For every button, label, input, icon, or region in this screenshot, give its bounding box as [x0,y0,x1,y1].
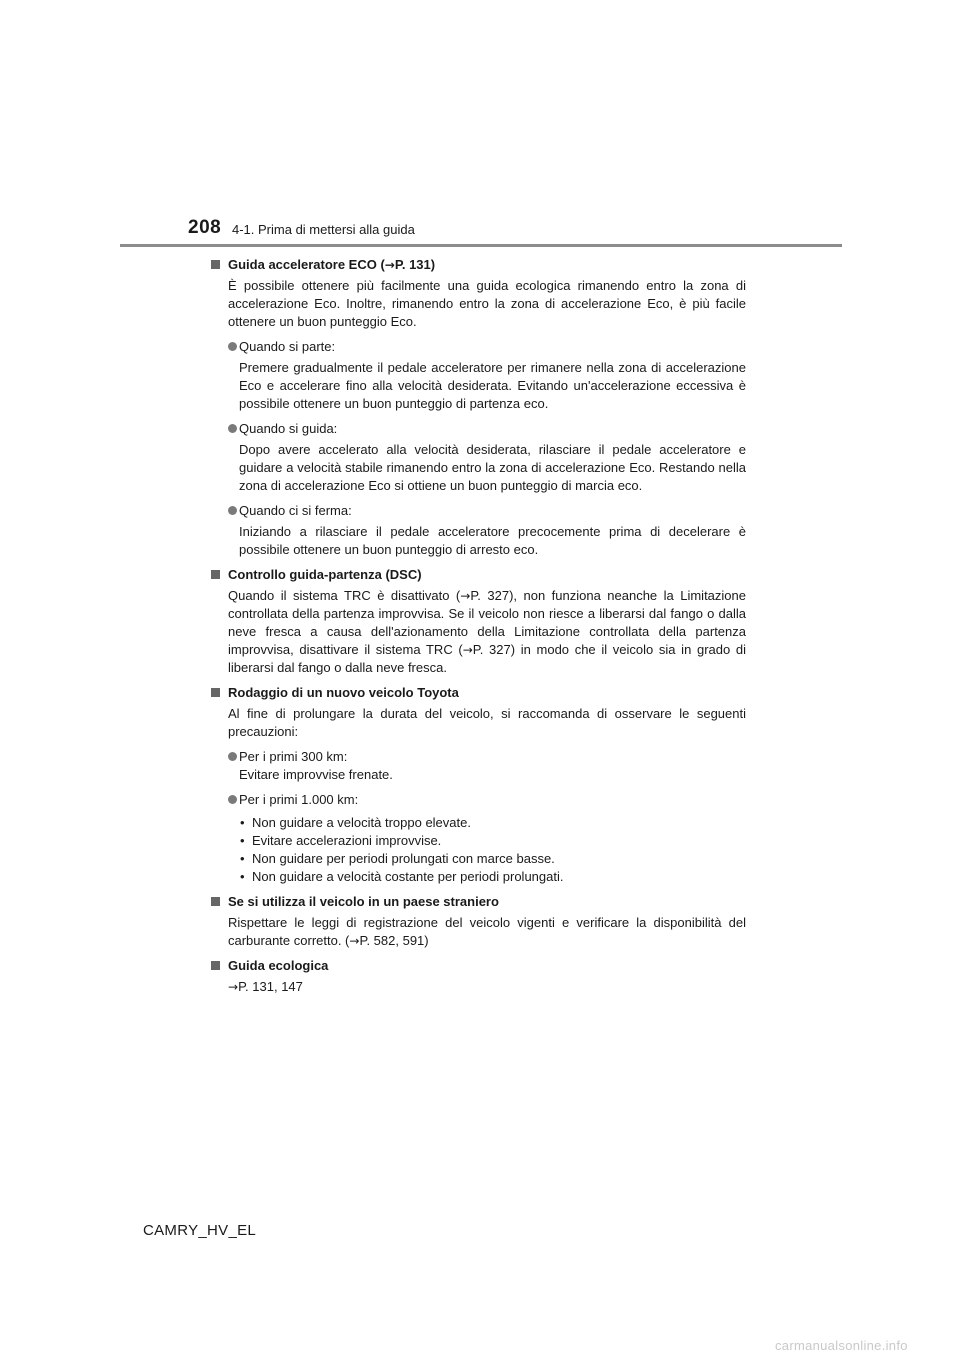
section-text: Quando il sistema TRC è disattivato (→P. 327), non funziona neanche la Limitazione controllata della partenza improvvisa. Se il veicolo non riesce a liberarsi dal fango o dalla neve fresca a causa dell'azionamento della Limitazione controllata della partenza improvvisa, disattivare il sistema TRC (→P. 327) in modo che il veicolo sia in grado di liberarsi dal fango o dalla neve fresca. [228,588,747,675]
section-controllo-guida-partenza [211,566,746,677]
section-text: Rispettare le leggi di registrazione del veicolo vigenti e verificare la disponibilità del carburante corretto. (→P. 582, 591) [228,915,746,948]
section-heading: Guida acceleratore ECO (→P. 131) [211,256,746,274]
arrow-right-icon: → [384,258,395,272]
subsection-title: Quando ci si ferma: [239,503,352,518]
watermark: carmanualsonline.info [775,1338,908,1353]
subsection-primi-1000-km [211,791,746,886]
circle-bullet-icon [228,752,237,761]
square-bullet-icon [211,688,220,697]
model-code: CAMRY_HV_EL [143,1222,257,1239]
list-item: • Non guidare per periodi prolungati con marce basse. [239,850,746,868]
circle-bullet-icon [228,342,237,351]
subsection-title: Quando si guida: [239,421,338,436]
circle-bullet-icon [228,795,237,804]
arrow-right-icon: → [462,643,473,657]
arrow-right-icon: → [228,980,239,994]
subsection-quando-si-guida [211,420,746,495]
bullet-list [211,814,746,886]
page-content [211,256,746,1003]
subsection-quando-ci-si-ferma [211,502,746,559]
subsection-title: Quando si parte: [239,339,336,354]
section-heading: Controllo guida-partenza (DSC) [211,566,746,584]
list-item: • Evitare accelerazioni improvvise. [239,832,746,850]
subsection-text: Premere gradualmente il pedale acceleratore per rimanere nella zona di accelerazione Eco e accelerare fino alla velocità desiderata. Evitando un'accelerazione eccessiva è possibile ottenere un buon punteggio di partenza eco. [239,360,746,411]
section-text: Al fine di prolungare la durata del veicolo, si raccomanda di osservare le seguenti precauzioni: [228,706,746,739]
subsection-text: Dopo avere accelerato alla velocità desiderata, rilasciare il pedale acceleratore e guidare a velocità stabile rimanendo entro la zona di accelerazione Eco. Restando nella zona di accelerazione Eco si ottiene un buon punteggio di marcia eco. [239,442,746,493]
section-paese-straniero [211,893,746,950]
section-rodaggio [211,684,746,886]
square-bullet-icon [211,961,220,970]
circle-bullet-icon [228,424,237,433]
arrow-right-icon: → [349,934,360,948]
square-bullet-icon [211,570,220,579]
square-bullet-icon [211,260,220,269]
subsection-text: Iniziando a rilasciare il pedale acceleratore precocemente prima di decelerare è possibile ottenere un buon punteggio di arresto eco. [239,524,746,557]
subsection-text: Evitare improvvise frenate. [239,767,393,782]
section-heading: Rodaggio di un nuovo veicolo Toyota [211,684,746,702]
header-rule [120,244,842,247]
list-item: • Non guidare a velocità troppo elevate. [239,814,746,832]
square-bullet-icon [211,897,220,906]
section-text: È possibile ottenere più facilmente una guida ecologica rimanendo entro la zona di accelerazione Eco. Inoltre, rimanendo entro la zona di accelerazione Eco, è più facile ottenere un buon punteggio Eco. [228,278,746,329]
subsection-title: Per i primi 300 km: [239,749,348,764]
section-heading: Guida ecologica [211,957,746,975]
section-guida-ecologica [211,957,746,996]
section-guida-acceleratore-eco [211,256,746,559]
list-item: • Non guidare a velocità costante per periodi prolungati. [239,868,746,886]
page-number: 208 [188,217,222,238]
section-heading: Se si utilizza il veicolo in un paese straniero [211,893,746,911]
subsection-title: Per i primi 1.000 km: [239,792,359,807]
subsection-quando-si-parte [211,338,746,413]
section-text: →P. 131, 147 [228,979,303,994]
arrow-right-icon: → [460,589,471,603]
circle-bullet-icon [228,506,237,515]
subsection-primi-300-km [211,748,746,784]
chapter-title: 4-1. Prima di mettersi alla guida [232,222,415,237]
